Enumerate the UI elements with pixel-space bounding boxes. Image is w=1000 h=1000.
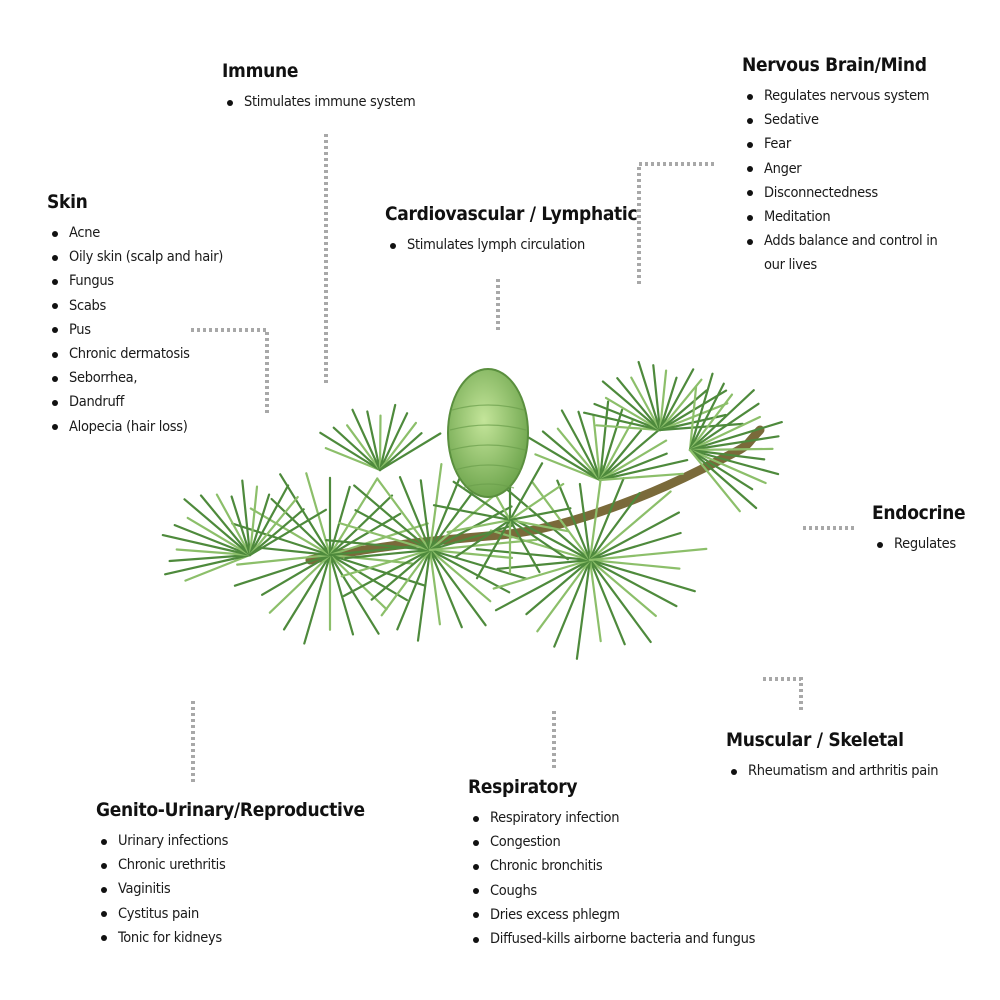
section-respiratory [468, 776, 755, 951]
list-item: Seborrhea, [47, 366, 223, 390]
list-item: Adds balance and control in our lives [742, 229, 947, 277]
section-immune [222, 60, 415, 114]
pine-needle [507, 490, 590, 560]
list-item: Urinary infections [96, 829, 365, 853]
pine-needle [380, 416, 381, 470]
list-item: Acne [47, 221, 223, 245]
list-item: Chronic urethritis [96, 853, 365, 877]
list-item: Alopecia (hair loss) [47, 415, 223, 439]
section-nervous [742, 54, 947, 278]
list-item: Diffused-kills airborne bacteria and fungus [468, 927, 755, 951]
list-item: Sedative [742, 108, 947, 132]
section-title: Respiratory [468, 776, 578, 798]
section-title: Nervous Brain/Mind [742, 54, 927, 76]
pine-needle [430, 550, 490, 601]
list-item: Dries excess phlegm [468, 903, 755, 927]
list-item: Dandruff [47, 390, 223, 414]
bullet-list [47, 221, 223, 439]
section-muscular [726, 729, 938, 783]
list-item: Tonic for kidneys [96, 926, 365, 950]
pine-cone [448, 369, 528, 497]
list-item: Congestion [468, 830, 755, 854]
pine-needle [690, 449, 773, 450]
list-item: Disconnectedness [742, 181, 947, 205]
section-title: Genito-Urinary/Reproductive [96, 799, 365, 821]
bullet-list [872, 532, 965, 556]
list-item: Chronic bronchitis [468, 854, 755, 878]
bullet-list [468, 806, 755, 951]
section-genito [96, 799, 365, 950]
bullet-list [222, 90, 415, 114]
section-title: Cardiovascular / Lymphatic [385, 203, 638, 225]
list-item: Oily skin (scalp and hair) [47, 245, 223, 269]
list-item: Fear [742, 132, 947, 156]
bullet-list [726, 759, 938, 783]
section-title: Immune [222, 60, 299, 82]
list-item: Chronic dermatosis [47, 342, 223, 366]
bullet-list [742, 84, 947, 278]
section-endocrine [872, 502, 965, 556]
section-cardio [385, 203, 637, 257]
section-title: Skin [47, 191, 88, 213]
pine-needle [526, 560, 590, 614]
list-item: Respiratory infection [468, 806, 755, 830]
list-item: Stimulates immune system [222, 90, 415, 114]
pine-needle [590, 560, 656, 616]
list-item: Scabs [47, 294, 223, 318]
bullet-list [385, 233, 637, 257]
list-item: Rheumatism and arthritis pain [726, 759, 938, 783]
list-item: Pus [47, 318, 223, 342]
list-item: Cystitus pain [96, 902, 365, 926]
section-title: Endocrine [872, 502, 966, 524]
list-item: Regulates [872, 532, 965, 556]
list-item: Coughs [468, 879, 755, 903]
list-item: Regulates nervous system [742, 84, 947, 108]
list-item: Stimulates lymph circulation [385, 233, 637, 257]
list-item: Meditation [742, 205, 947, 229]
section-title: Muscular / Skeletal [726, 729, 904, 751]
list-item: Fungus [47, 269, 223, 293]
list-item: Anger [742, 157, 947, 181]
list-item: Vaginitis [96, 877, 365, 901]
bullet-list [96, 829, 365, 950]
section-skin [47, 191, 223, 439]
pine-needle [372, 550, 430, 600]
pine-needle [250, 497, 298, 555]
